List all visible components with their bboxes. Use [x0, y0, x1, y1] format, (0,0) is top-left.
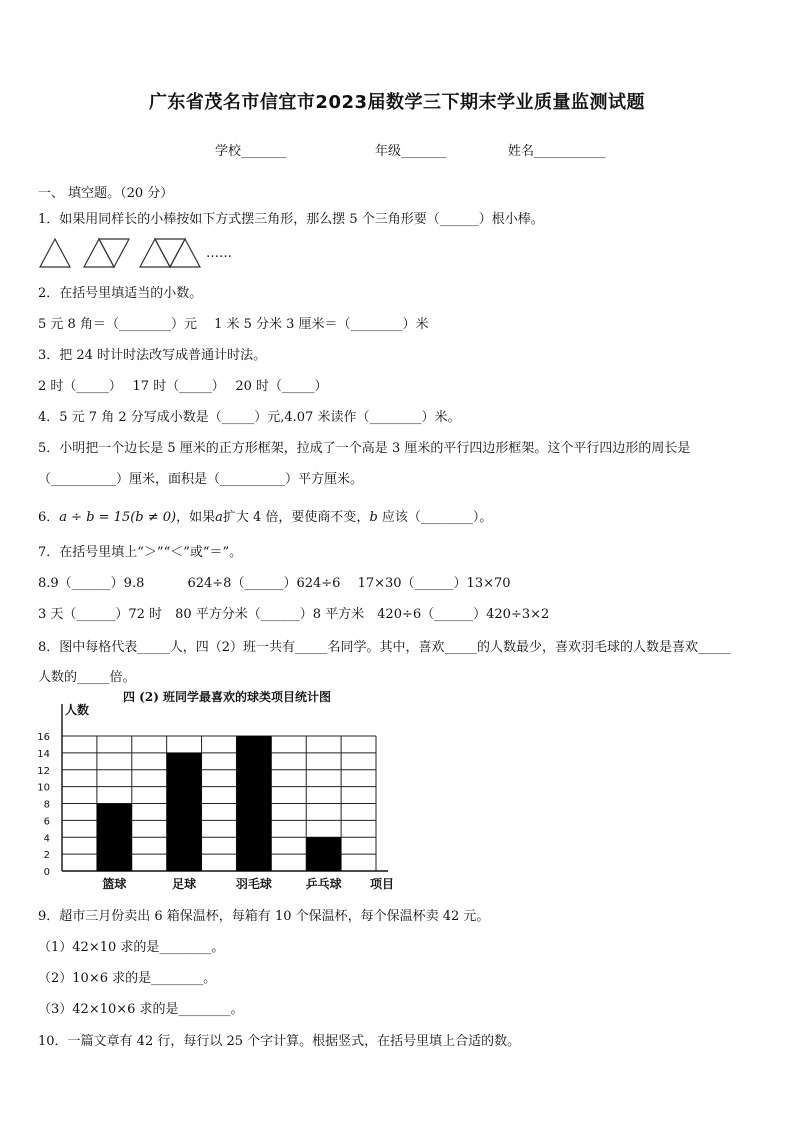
- x-axis-label: 项目: [370, 877, 395, 891]
- bar-1: [97, 804, 132, 872]
- ellipsis: ……: [206, 246, 232, 261]
- triangle-2b: [99, 239, 129, 267]
- question-7: 7．在括号里填上“＞”“＜”或“＝”。: [38, 545, 243, 560]
- chart-title: 四 (2) 班同学最喜欢的球类项目统计图: [123, 690, 332, 704]
- triangle-3a: [140, 239, 170, 267]
- bar-3: [236, 736, 271, 871]
- question-3-line: 2 时（_____） 17 时（_____） 20 时（_____）: [38, 379, 328, 394]
- q6-text-2: 扩大 4 倍，要使商不变，: [222, 510, 370, 525]
- grade-field: 年级_______: [375, 144, 447, 159]
- q6-text-3: 应该（________）。: [377, 510, 493, 525]
- question-9: 9．超市三月份卖出 6 箱保温杯，每箱有 10 个保温杯，每个保温杯卖 42 元。: [38, 909, 490, 924]
- question-8-a: 8．图中每格代表_____人，四（2）班一共有_____名同学。其中，喜欢_____的人数最少，喜欢羽毛球的人数是喜欢_____: [38, 640, 731, 655]
- question-2-line: 5 元 8 角＝（________）元 1 米 5 分米 3 厘米＝（________）米: [38, 317, 429, 332]
- question-7-line-1: 8.9（______）9.8 624÷8（______）624÷6 17×30（______）13×70: [38, 576, 511, 591]
- y-tick-label: 8: [43, 799, 50, 811]
- y-tick-label: 16: [37, 732, 50, 743]
- question-1: 1．如果用同样长的小棒按如下方式摆三角形，那么摆 5 个三角形要（______）根小棒。: [38, 212, 544, 227]
- name-field: 姓名___________: [508, 144, 606, 159]
- triangle-3c: [170, 239, 200, 267]
- triangle-1: [40, 239, 70, 267]
- y-tick-label: 4: [43, 833, 50, 845]
- y-tick-label: 2: [43, 850, 50, 862]
- y-tick-label: 14: [37, 748, 50, 760]
- section-heading: 一、 填空题。（20 分）: [38, 186, 174, 201]
- bar-2: [167, 753, 202, 871]
- question-2: 2．在括号里填适当的小数。: [38, 286, 203, 301]
- question-5-a: 5．小明把一个边长是 5 厘米的正方形框架，拉成了一个高是 3 厘米的平行四边形框架。这个平行四边形的周长是: [38, 441, 691, 456]
- triangle-2a: [84, 239, 114, 267]
- x-tick-label: 足球: [172, 877, 197, 891]
- q6-text-1: ，如果: [176, 510, 216, 525]
- x-tick-label: 篮球: [102, 877, 127, 891]
- y-tick-label: 0: [43, 867, 50, 878]
- bar-chart: [28, 686, 408, 896]
- triangle-3b: [155, 239, 185, 267]
- bar-4: [306, 837, 341, 871]
- question-9-1: （1）42×10 求的是________。: [38, 940, 225, 955]
- question-3: 3．把 24 时计时法改写成普通计时法。: [38, 348, 267, 363]
- y-tick-label: 12: [37, 765, 50, 777]
- page-title: 广东省茂名市信宜市2023届数学三下期末学业质量监测试题: [148, 92, 646, 113]
- q6-var-b: b: [369, 510, 378, 525]
- x-tick-label: 乒乓球: [305, 877, 342, 891]
- question-7-line-2: 3 天（______）72 时 80 平方分米（______）8 平方米 420÷6（______）420÷3×2: [38, 607, 550, 622]
- question-8-b: 人数的_____倍。: [38, 670, 136, 685]
- y-tick-label: 10: [37, 782, 50, 794]
- x-tick-label: 羽毛球: [235, 877, 272, 891]
- y-tick-label: 6: [43, 816, 50, 828]
- question-5-b: （__________）厘米，面积是（__________）平方厘米。: [38, 472, 364, 487]
- q6-formula: a ÷ b = 15(b ≠ 0): [59, 510, 177, 525]
- question-6: [38, 506, 492, 525]
- question-4: 4．5 元 7 角 2 分写成小数是（_____）元,4.07 米读作（________）米。: [38, 410, 461, 425]
- question-9-2: （2）10×6 求的是________。: [38, 971, 217, 986]
- q6-var-a: a: [215, 510, 223, 525]
- question-9-3: （3）42×10×6 求的是________。: [38, 1002, 244, 1017]
- school-field: 学校_______: [215, 144, 287, 159]
- y-axis-label: 人数: [65, 703, 90, 717]
- q6-number: 6．: [38, 510, 60, 525]
- question-10: 10．一篇文章有 42 行，每行以 25 个字计算。根据竖式，在括号里填上合适的数。: [38, 1034, 521, 1049]
